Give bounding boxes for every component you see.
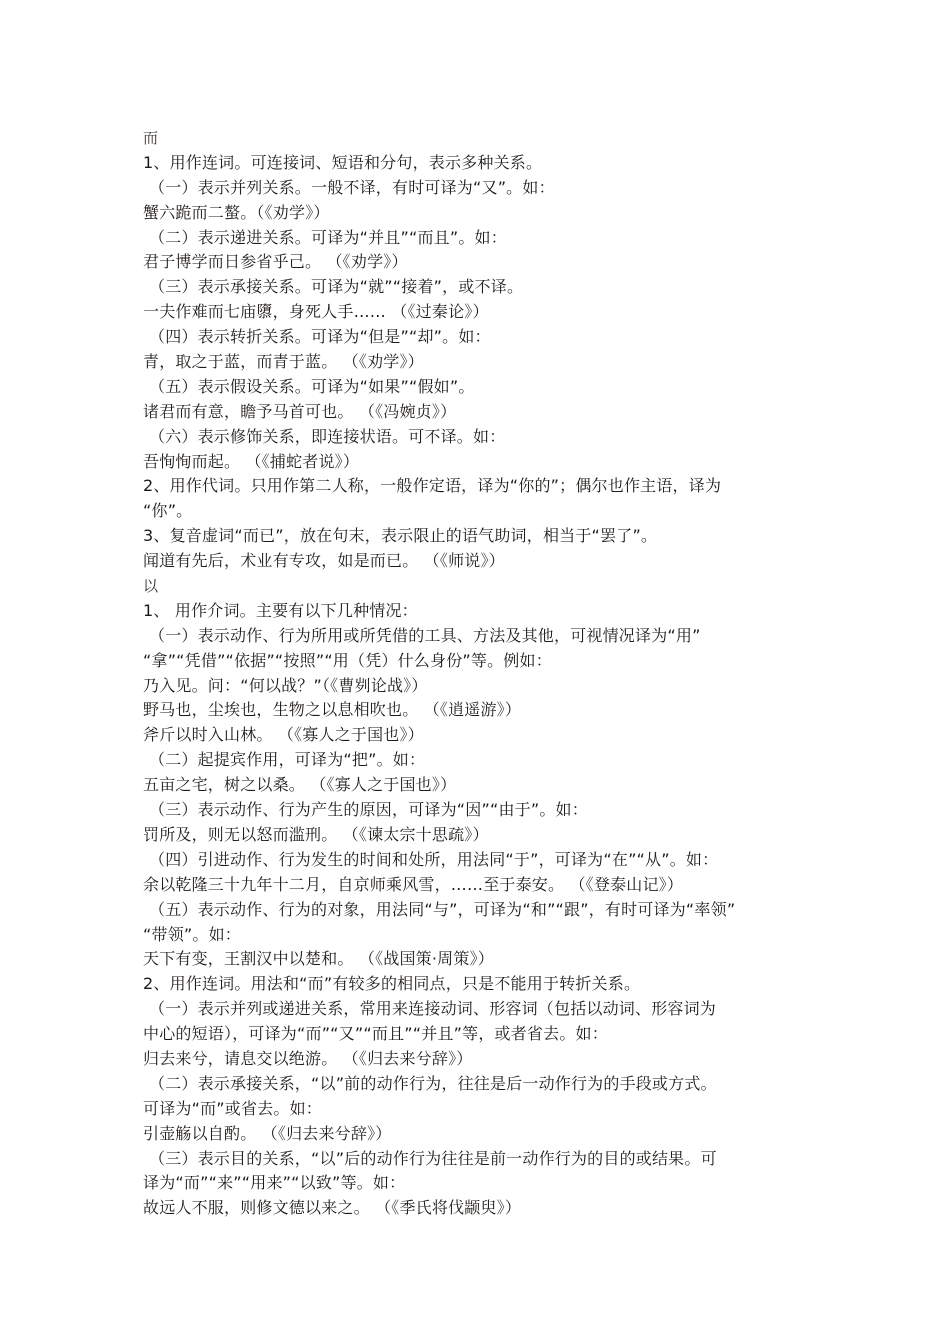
text-line: 中心的短语），可译为“而”“又”“而且”“并且”等，或者省去。如： (143, 1024, 608, 1044)
text-line: （五）表示动作、行为的对象，用法同“与”，可译为“和”“跟”，有时可译为“率领” (149, 899, 736, 919)
text-line: （一）表示并列关系。一般不译，有时可译为“又”。如： (149, 177, 555, 197)
text-line: （四）表示转折关系。可译为“但是”“却”。如： (149, 327, 491, 347)
text-line: （三）表示动作、行为产生的原因，可译为“因”“由于”。如： (149, 800, 588, 820)
section-heading-er: 而 (143, 129, 159, 147)
section-heading-yi: 以 (143, 577, 159, 596)
document-body (143, 126, 815, 1221)
text-line: 可译为“而”或省去。如： (143, 1098, 322, 1118)
text-line: （一）表示动作、行为所用或所凭借的工具、方法及其他，可视情况译为“用” (149, 625, 701, 645)
example-line: 引壶觞以自酌。 （《归去来兮辞》） (143, 1123, 392, 1143)
text-line: （二）起提宾作用，可译为“把”。如： (149, 750, 426, 770)
text-line: “带领”。如： (143, 924, 241, 944)
example-line: 吾恂恂而起。 （《捕蛇者说》） (143, 451, 360, 471)
text-line: 2、用作连词。用法和“而”有较多的相同点，只是不能用于转折关系。 (143, 974, 641, 994)
text-line: 1、用作连词。可连接词、短语和分句，表示多种关系。 (143, 152, 543, 172)
example-line: 斧斤以时入山林。 （《寡人之于国也》） (143, 725, 424, 745)
example-line: 故远人不服，则修文德以来之。 （《季氏将伐颛臾》） (143, 1198, 522, 1218)
text-line: （一）表示并列或递进关系，常用来连接动词、形容词（包括以动词、形容词为 (149, 999, 717, 1019)
text-line: （五）表示假设关系。可译为“如果”“假如”。 (149, 376, 475, 396)
text-line: （三）表示目的关系，“以”后的动作行为往往是前一动作行为的目的或结果。可 (149, 1148, 717, 1168)
text-line: “拿”“凭借”“依据”“按照”“用（凭）什么身份”等。例如： (143, 650, 552, 670)
example-line: 余以乾隆三十九年十二月，自京师乘风雪，……至于泰安。 （《登泰山记》） (143, 874, 684, 894)
text-line: 3、复音虚词“而已”，放在句末，表示限止的语气助词，相当于“罢了”。 (143, 526, 658, 546)
text-line: （二）表示递进关系。可译为“并且”“而且”。如： (149, 227, 507, 247)
example-line: 诸君而有意，瞻予马首可也。 （《冯婉贞》） (143, 401, 457, 421)
text-line: （三）表示承接关系。可译为“就”“接着”，或不译。 (149, 277, 524, 297)
text-line: （二）表示承接关系，“以”前的动作行为，往往是后一动作行为的手段或方式。 (149, 1073, 717, 1093)
example-line: 野马也，尘埃也，生物之以息相吹也。 （《逍遥游》） (143, 700, 522, 720)
example-line: 归去来兮，请息交以绝游。 （《归去来兮辞》） (143, 1048, 473, 1068)
text-line: （四）引进动作、行为发生的时间和处所，用法同“于”，可译为“在”“从”。如： (149, 849, 719, 869)
text-line: 1、 用作介词。主要有以下几种情况： (143, 600, 418, 620)
example-line: 青，取之于蓝，而青于蓝。 （《劝学》） (143, 352, 424, 372)
example-line: 乃入见。问：“何以战？”（《曹刿论战》） (143, 675, 428, 695)
example-line: 五亩之宅，树之以桑。 （《寡人之于国也》） (143, 775, 457, 795)
text-line: 2、用作代词。只用作第二人称，一般作定语，译为“你的”；偶尔也作主语，译为 (143, 476, 722, 496)
text-line: “你”。 (143, 501, 193, 521)
example-line: 罚所及，则无以怒而滥刑。 （《谏太宗十思疏》） (143, 824, 489, 844)
example-line: 天下有变，王割汉中以楚和。 （《战国策·周策》） (143, 949, 494, 969)
example-line: 君子博学而日参省乎己。 （《劝学》） (143, 252, 408, 272)
example-line: 一夫作难而七庙隳，身死人手…… （《过秦论》） (143, 302, 489, 322)
text-line: （六）表示修饰关系，即连接状语。可不译。如： (149, 426, 506, 446)
example-line: 蟹六跪而二螯。（《劝学》） (143, 202, 330, 222)
example-line: 闻道有先后，术业有专攻，如是而已。 （《师说》） (143, 551, 505, 571)
text-line: 译为“而”“来”“用来”“以致”等。如： (143, 1173, 406, 1193)
